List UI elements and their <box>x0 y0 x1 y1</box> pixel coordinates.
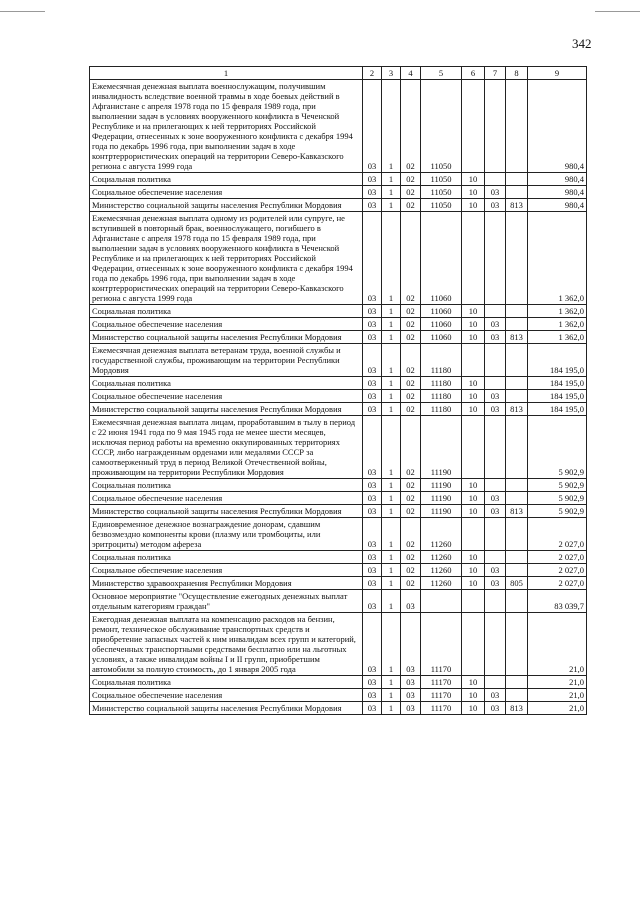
amount-cell: 184 195,0 <box>528 377 587 390</box>
table-row <box>90 80 587 173</box>
header-cell: 8 <box>506 67 528 80</box>
code-cell <box>485 212 506 305</box>
code-cell <box>506 479 528 492</box>
code-cell: 03 <box>363 318 382 331</box>
table-row <box>90 416 587 479</box>
code-cell: 11060 <box>421 318 462 331</box>
code-cell: 10 <box>462 702 485 715</box>
code-cell: 03 <box>363 186 382 199</box>
code-cell: 1 <box>382 390 401 403</box>
code-cell: 10 <box>462 577 485 590</box>
code-cell: 1 <box>382 344 401 377</box>
code-cell: 11260 <box>421 518 462 551</box>
header-cell: 9 <box>528 67 587 80</box>
table-row <box>90 305 587 318</box>
code-cell: 03 <box>363 199 382 212</box>
code-cell: 10 <box>462 492 485 505</box>
table-row <box>90 577 587 590</box>
amount-cell: 5 902,9 <box>528 416 587 479</box>
amount-cell: 21,0 <box>528 613 587 676</box>
code-cell <box>485 173 506 186</box>
row-name: Министерство социальной защиты населения Республики Мордовия <box>90 199 363 212</box>
code-cell <box>462 613 485 676</box>
header-cell: 6 <box>462 67 485 80</box>
page-number: 342 <box>572 36 592 51</box>
amount-cell: 2 027,0 <box>528 564 587 577</box>
code-cell: 10 <box>462 551 485 564</box>
code-cell: 02 <box>401 416 421 479</box>
code-cell <box>506 318 528 331</box>
code-cell: 03 <box>363 390 382 403</box>
code-cell <box>462 344 485 377</box>
table-row <box>90 186 587 199</box>
table-row <box>90 613 587 676</box>
code-cell: 03 <box>363 551 382 564</box>
budget-table <box>89 66 587 715</box>
code-cell <box>506 344 528 377</box>
code-cell: 1 <box>382 518 401 551</box>
code-cell <box>462 518 485 551</box>
table-row <box>90 344 587 377</box>
amount-cell: 21,0 <box>528 689 587 702</box>
row-name: Социальное обеспечение населения <box>90 390 363 403</box>
code-cell: 03 <box>485 689 506 702</box>
code-cell: 813 <box>506 199 528 212</box>
code-cell: 03 <box>363 505 382 518</box>
code-cell: 03 <box>363 305 382 318</box>
amount-cell: 21,0 <box>528 702 587 715</box>
table-row <box>90 199 587 212</box>
code-cell: 11170 <box>421 613 462 676</box>
code-cell <box>485 80 506 173</box>
code-cell: 11170 <box>421 689 462 702</box>
code-cell: 11260 <box>421 551 462 564</box>
code-cell: 03 <box>363 173 382 186</box>
amount-cell: 184 195,0 <box>528 403 587 416</box>
table-row <box>90 318 587 331</box>
amount-cell: 184 195,0 <box>528 390 587 403</box>
code-cell: 02 <box>401 173 421 186</box>
table-row <box>90 689 587 702</box>
code-cell: 1 <box>382 199 401 212</box>
code-cell: 1 <box>382 305 401 318</box>
code-cell: 02 <box>401 403 421 416</box>
row-name: Ежемесячная денежная выплата военнослужащим, получившим инвалидность вследствие военной травмы в ходе боевых действий в Афганистане с апреля 1978 года по 15 февраля 1989 года, при выполнении задач в условиях вооруженного конфликта в Чеченской Республике и на прилегающих к ней территориях Российской Федерации, отнесенных к зоне вооруженного конфликта с декабря 1994 года по декабрь 1996 года, при выполнении задач в ходе контртеррористических операций на территории Северо-Кавказского региона с августа 1999 года <box>90 80 363 173</box>
table-row <box>90 590 587 613</box>
code-cell: 10 <box>462 305 485 318</box>
code-cell: 10 <box>462 199 485 212</box>
row-name: Ежемесячная денежная выплата лицам, проработавшим в тылу в период с 22 июня 1941 года по 9 мая 1945 года не менее шести месяцев, исключая период работы на временно оккупированных территориях СССР, либо награжденным орденами или медалями СССР за самоотверженный труд в период Великой Отечественной войны, проживающим на территории Республики Мордовия <box>90 416 363 479</box>
table-row <box>90 564 587 577</box>
row-name: Социальное обеспечение населения <box>90 689 363 702</box>
code-cell <box>506 590 528 613</box>
code-cell: 11190 <box>421 479 462 492</box>
code-cell <box>506 186 528 199</box>
code-cell <box>506 492 528 505</box>
code-cell: 03 <box>401 590 421 613</box>
code-cell: 1 <box>382 505 401 518</box>
row-name: Министерство социальной защиты населения Республики Мордовия <box>90 505 363 518</box>
code-cell: 11050 <box>421 173 462 186</box>
code-cell <box>506 390 528 403</box>
code-cell <box>485 479 506 492</box>
code-cell <box>421 590 462 613</box>
code-cell: 10 <box>462 676 485 689</box>
code-cell: 02 <box>401 492 421 505</box>
code-cell <box>506 689 528 702</box>
code-cell: 1 <box>382 564 401 577</box>
table-row <box>90 492 587 505</box>
code-cell <box>485 613 506 676</box>
code-cell <box>485 305 506 318</box>
code-cell: 1 <box>382 492 401 505</box>
code-cell: 11190 <box>421 492 462 505</box>
amount-cell: 980,4 <box>528 199 587 212</box>
amount-cell: 1 362,0 <box>528 305 587 318</box>
code-cell: 11180 <box>421 390 462 403</box>
code-cell: 1 <box>382 186 401 199</box>
code-cell: 11060 <box>421 305 462 318</box>
row-name: Ежемесячная денежная выплата ветеранам труда, военной службы и государственной службы, проживающим на территории Республики Мордовия <box>90 344 363 377</box>
code-cell: 02 <box>401 551 421 564</box>
code-cell: 11180 <box>421 403 462 416</box>
code-cell <box>485 590 506 613</box>
code-cell: 02 <box>401 199 421 212</box>
table-row <box>90 702 587 715</box>
row-name: Социальная политика <box>90 305 363 318</box>
code-cell <box>506 564 528 577</box>
row-name: Социальное обеспечение населения <box>90 318 363 331</box>
code-cell: 03 <box>363 590 382 613</box>
code-cell: 1 <box>382 318 401 331</box>
amount-cell: 5 902,9 <box>528 492 587 505</box>
code-cell <box>462 590 485 613</box>
table-row <box>90 390 587 403</box>
code-cell: 1 <box>382 173 401 186</box>
code-cell: 10 <box>462 173 485 186</box>
code-cell: 11170 <box>421 676 462 689</box>
code-cell: 1 <box>382 676 401 689</box>
table-row <box>90 518 587 551</box>
code-cell: 1 <box>382 590 401 613</box>
amount-cell: 5 902,9 <box>528 479 587 492</box>
code-cell: 10 <box>462 186 485 199</box>
code-cell <box>506 676 528 689</box>
code-cell: 03 <box>363 564 382 577</box>
code-cell: 03 <box>485 390 506 403</box>
table-row <box>90 551 587 564</box>
code-cell: 03 <box>363 577 382 590</box>
code-cell <box>485 518 506 551</box>
table-row <box>90 403 587 416</box>
code-cell <box>506 377 528 390</box>
row-name: Социальная политика <box>90 173 363 186</box>
header-cell: 7 <box>485 67 506 80</box>
code-cell: 11260 <box>421 577 462 590</box>
header-cell: 1 <box>90 67 363 80</box>
row-name: Единовременное денежное вознаграждение донорам, сдавшим безвозмездно компоненты крови (плазму или тромбоциты, или эритроциты) методом афереза <box>90 518 363 551</box>
code-cell: 11180 <box>421 377 462 390</box>
code-cell: 02 <box>401 212 421 305</box>
table-row <box>90 173 587 186</box>
code-cell <box>506 212 528 305</box>
code-cell: 813 <box>506 702 528 715</box>
code-cell: 11190 <box>421 416 462 479</box>
code-cell: 813 <box>506 505 528 518</box>
code-cell: 03 <box>363 613 382 676</box>
code-cell: 03 <box>363 518 382 551</box>
amount-cell: 5 902,9 <box>528 505 587 518</box>
code-cell <box>506 518 528 551</box>
code-cell: 813 <box>506 331 528 344</box>
amount-cell: 1 362,0 <box>528 212 587 305</box>
code-cell: 1 <box>382 702 401 715</box>
code-cell: 1 <box>382 479 401 492</box>
code-cell: 03 <box>485 505 506 518</box>
code-cell: 03 <box>485 403 506 416</box>
code-cell: 10 <box>462 403 485 416</box>
code-cell: 03 <box>485 186 506 199</box>
code-cell: 11060 <box>421 331 462 344</box>
amount-cell: 980,4 <box>528 80 587 173</box>
code-cell: 02 <box>401 377 421 390</box>
code-cell: 1 <box>382 613 401 676</box>
code-cell: 02 <box>401 344 421 377</box>
code-cell: 11060 <box>421 212 462 305</box>
amount-cell: 184 195,0 <box>528 344 587 377</box>
table-row <box>90 377 587 390</box>
code-cell: 1 <box>382 416 401 479</box>
code-cell: 03 <box>363 676 382 689</box>
header-cell: 4 <box>401 67 421 80</box>
code-cell <box>506 551 528 564</box>
header-cell: 3 <box>382 67 401 80</box>
code-cell: 11050 <box>421 186 462 199</box>
code-cell <box>506 80 528 173</box>
header-row <box>90 67 587 80</box>
table-row <box>90 212 587 305</box>
code-cell: 03 <box>363 344 382 377</box>
row-name: Министерство социальной защиты населения Республики Мордовия <box>90 403 363 416</box>
amount-cell: 980,4 <box>528 186 587 199</box>
row-name: Социальная политика <box>90 377 363 390</box>
code-cell: 02 <box>401 318 421 331</box>
row-name: Социальное обеспечение населения <box>90 564 363 577</box>
code-cell <box>506 173 528 186</box>
table-row <box>90 676 587 689</box>
code-cell: 11050 <box>421 199 462 212</box>
code-cell: 11050 <box>421 80 462 173</box>
row-name: Социальное обеспечение населения <box>90 186 363 199</box>
code-cell: 11170 <box>421 702 462 715</box>
code-cell: 02 <box>401 331 421 344</box>
row-name: Министерство социальной защиты населения Республики Мордовия <box>90 331 363 344</box>
code-cell: 03 <box>363 212 382 305</box>
amount-cell: 83 039,7 <box>528 590 587 613</box>
amount-cell: 980,4 <box>528 173 587 186</box>
code-cell: 1 <box>382 331 401 344</box>
code-cell <box>462 212 485 305</box>
code-cell: 03 <box>363 331 382 344</box>
row-name: Основное мероприятие "Осуществление ежегодных денежных выплат отдельным категориям граждан" <box>90 590 363 613</box>
code-cell: 10 <box>462 564 485 577</box>
code-cell: 10 <box>462 479 485 492</box>
code-cell: 10 <box>462 318 485 331</box>
header-cell: 2 <box>363 67 382 80</box>
code-cell: 02 <box>401 564 421 577</box>
code-cell: 03 <box>401 689 421 702</box>
code-cell: 1 <box>382 377 401 390</box>
code-cell: 03 <box>363 702 382 715</box>
code-cell: 02 <box>401 305 421 318</box>
row-name: Социальная политика <box>90 551 363 564</box>
row-name: Министерство здравоохранения Республики Мордовия <box>90 577 363 590</box>
code-cell: 10 <box>462 377 485 390</box>
code-cell: 1 <box>382 689 401 702</box>
amount-cell: 1 362,0 <box>528 318 587 331</box>
code-cell: 03 <box>363 416 382 479</box>
code-cell <box>485 377 506 390</box>
code-cell: 03 <box>485 564 506 577</box>
code-cell: 03 <box>401 613 421 676</box>
code-cell: 1 <box>382 551 401 564</box>
code-cell: 03 <box>485 492 506 505</box>
code-cell: 10 <box>462 390 485 403</box>
table-row <box>90 505 587 518</box>
code-cell <box>506 305 528 318</box>
row-name: Ежемесячная денежная выплата одному из родителей или супруге, не вступившей в повторный брак, военнослужащего, погибшего в Афганистане с апреля 1978 года по 15 февраля 1989 года, при выполнении задач в условиях вооруженного конфликта в Чеченской Республике и на прилегающих к ней территориях Российской Федерации, отнесенных к зоне вооруженного конфликта с декабря 1994 года по декабрь 1996 года, при выполнении задач в ходе контртеррористических операций на территории Северо-Кавказского региона с августа 1999 года <box>90 212 363 305</box>
code-cell: 11180 <box>421 344 462 377</box>
code-cell <box>485 551 506 564</box>
code-cell: 1 <box>382 212 401 305</box>
code-cell: 03 <box>363 80 382 173</box>
code-cell: 02 <box>401 505 421 518</box>
code-cell <box>462 416 485 479</box>
code-cell: 02 <box>401 577 421 590</box>
code-cell: 11190 <box>421 505 462 518</box>
amount-cell: 2 027,0 <box>528 518 587 551</box>
code-cell: 10 <box>462 689 485 702</box>
code-cell: 03 <box>485 318 506 331</box>
code-cell: 03 <box>363 492 382 505</box>
code-cell: 02 <box>401 186 421 199</box>
code-cell: 805 <box>506 577 528 590</box>
code-cell <box>485 676 506 689</box>
code-cell <box>506 416 528 479</box>
table-row <box>90 331 587 344</box>
code-cell: 03 <box>485 199 506 212</box>
amount-cell: 1 362,0 <box>528 331 587 344</box>
code-cell <box>462 80 485 173</box>
code-cell <box>485 344 506 377</box>
row-name: Министерство социальной защиты населения Республики Мордовия <box>90 702 363 715</box>
code-cell: 02 <box>401 479 421 492</box>
code-cell: 03 <box>401 676 421 689</box>
code-cell <box>485 416 506 479</box>
code-cell: 03 <box>401 702 421 715</box>
header-cell: 5 <box>421 67 462 80</box>
amount-cell: 21,0 <box>528 676 587 689</box>
amount-cell: 2 027,0 <box>528 551 587 564</box>
code-cell <box>506 613 528 676</box>
code-cell: 02 <box>401 518 421 551</box>
amount-cell: 2 027,0 <box>528 577 587 590</box>
code-cell: 03 <box>485 577 506 590</box>
code-cell: 813 <box>506 403 528 416</box>
scan-edge-mark <box>595 11 640 12</box>
budget-table-sheet <box>89 66 587 715</box>
code-cell: 02 <box>401 390 421 403</box>
code-cell: 10 <box>462 505 485 518</box>
code-cell: 10 <box>462 331 485 344</box>
scan-edge-mark <box>0 11 45 12</box>
row-name: Социальное обеспечение населения <box>90 492 363 505</box>
code-cell: 1 <box>382 403 401 416</box>
code-cell: 03 <box>363 377 382 390</box>
code-cell: 03 <box>363 403 382 416</box>
code-cell: 03 <box>485 331 506 344</box>
table-row <box>90 479 587 492</box>
code-cell: 03 <box>363 479 382 492</box>
row-name: Ежегодная денежная выплата на компенсацию расходов на бензин, ремонт, техническое обслуживание транспортных средств и приобретение запасных частей к ним инвалидам всех групп и категорий, обеспеченных транспортными средствами бесплатно или на льготных условиях, а также инвалидам войны I и II групп, приобретшим автомобили за полную стоимость, до 1 января 2005 года <box>90 613 363 676</box>
row-name: Социальная политика <box>90 479 363 492</box>
code-cell: 1 <box>382 80 401 173</box>
table-body <box>90 80 587 715</box>
code-cell: 03 <box>485 702 506 715</box>
row-name: Социальная политика <box>90 676 363 689</box>
code-cell: 11260 <box>421 564 462 577</box>
code-cell: 02 <box>401 80 421 173</box>
code-cell: 1 <box>382 577 401 590</box>
code-cell: 03 <box>363 689 382 702</box>
